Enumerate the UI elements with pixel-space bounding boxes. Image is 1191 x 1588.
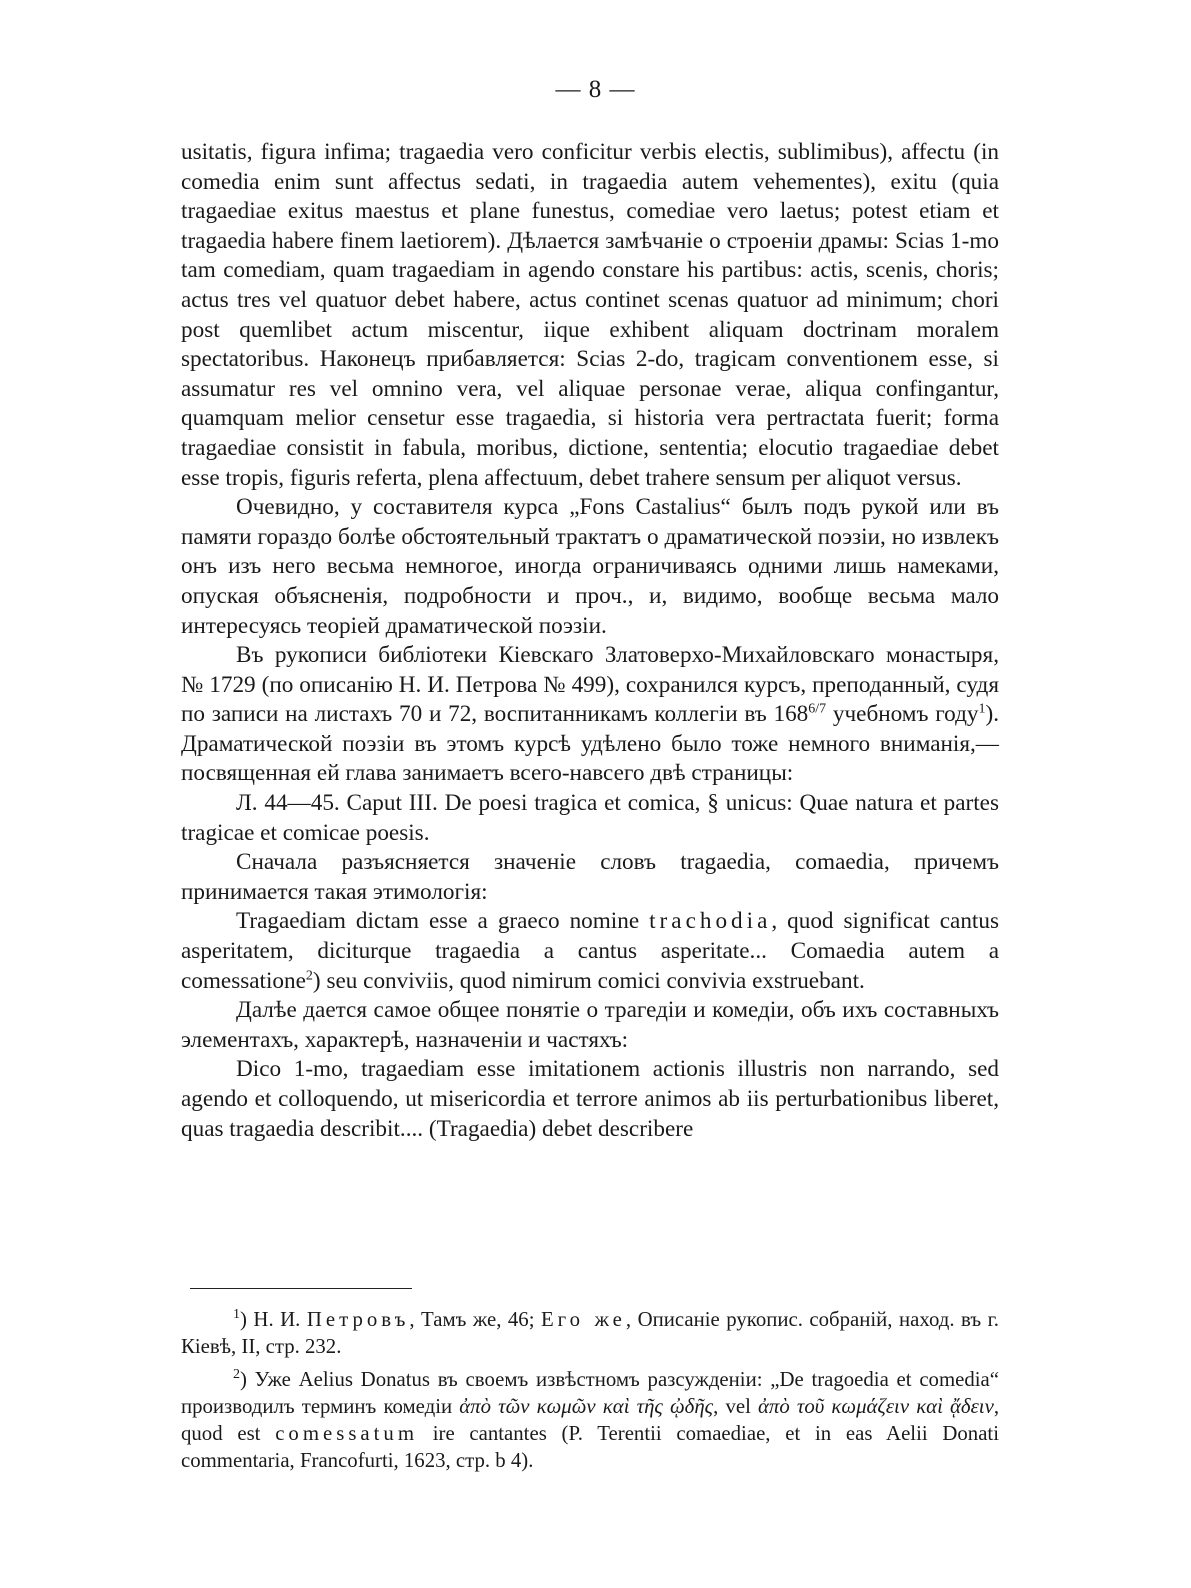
page-number: — 8 —	[555, 76, 636, 103]
paragraph-3-text-b: учебномъ году	[826, 701, 979, 728]
paragraph-3	[181, 641, 999, 789]
paragraph-8: Dico 1-mo, tragaediam esse imitationem actionis illustris non narrando, sed agendo et colloquendo, ut misericordia et terrore animos ab iis perturbationibus liberet, quas tragaedia describit.... (Tragaedia) debet describere	[181, 1056, 999, 1142]
paragraph-7: Далѣе дается самое общее понятіе о трагедіи и комедіи, объ ихъ составныхъ элементахъ, характерѣ, назначеніи и частяхъ:	[181, 997, 999, 1053]
paragraph-6-text-a: Tragaediam dictam esse a graeco nomine	[236, 908, 650, 935]
paragraph-6-text-c: ) seu conviviis, quod nimirum comici convivia exstruebant.	[312, 967, 865, 994]
footnote-2-text-c: , quod est	[181, 1395, 1000, 1445]
footnotes	[181, 1306, 999, 1480]
footnote-1-text-b: , Тамъ же, 46;	[409, 1308, 541, 1331]
fraction: 6/7	[808, 701, 827, 717]
paragraph-5: Сначала разъясняется значеніе словъ tragaedia, comaedia, причемъ принимается такая этимологія:	[181, 849, 999, 905]
footnote-2-text-d: ire cantantes (P. Terentii comaediae, et in eas Aelii Donati commentaria, Francofurti, 1623, стр. b 4).	[181, 1422, 999, 1472]
paragraph-6	[181, 907, 999, 996]
greek-phrase-1: ἀπὸ τῶν κωμῶν καὶ τῆς ᾠδῆς	[459, 1395, 714, 1418]
footnote-mark-2: 2	[233, 1367, 240, 1383]
paragraph-1: usitatis, figura infima; tragaedia vero conficitur verbis electis, sublimibus), affectu (in comedia enim sunt affectus sedati, in tragaedia autem vehementes), exitu (quia tragaediae exitus maestus et plane funestus, comediae vero laetus; potest etiam et tragaedia habere finem laetiorem). Дѣлается замѣчаніе о строеніи драмы: Scias 1-mo tam comediam, quam tragaediam in agendo constare his partibus: actis, scenis, choris; actus tres vel quatuor debet habere, actus continet scenas quatuor ad minimum; chori post quemlibet actum miscentur, iique exhibent aliquam doctrinam moralem spectatoribus. Наконецъ прибавляется: Scias 2-do, tragicam conventionem esse, si assumatur res vel omnino vera, vel aliquae personae verae, aliqua confingantur, quamquam melior censetur esse tragaedia, si historia vera pertractata fuerit; forma tragaediae consistit in fabula, moribus, dictione, sententia; elocutio tragaediae debet esse tropis, figuris referta, plena affectuum, debet trahere sensum per aliquot versus.	[181, 139, 999, 491]
paragraph-3-text-c: ). Драматической поэзіи въ этомъ курсѣ удѣлено было тоже немного вниманія,—посвященная ей глава занимаетъ всего-навсего двѣ страницы:	[181, 701, 999, 787]
footnote-2	[181, 1366, 999, 1474]
footnote-2-text-b: , vel	[713, 1395, 758, 1418]
paragraph-4: Л. 44—45. Caput III. De poesi tragica et comica, § unicus: Quae natura et partes tragicae et comicae poesis.	[181, 790, 999, 846]
paragraph-2: Очевидно, у составителя курса „Fons Castalius“ былъ подъ рукой или въ памяти гораздо болѣе обстоятельный трактатъ о драматической поэзіи, но извлекъ онъ изъ него весьма немногое, иногда ограничиваясь одними лишь намеками, опуская объясненія, подробности и проч., и, видимо, вообще весьма мало интересуясь теоріей драматической поэзіи.	[181, 494, 999, 639]
footnote-ref-1: 1	[978, 701, 986, 717]
spaced-term: trachodia	[649, 908, 772, 935]
paragraph-3-text-a: Въ рукописи библіотеки Кіевскаго Златоверхо-Михайловскаго монастыря, № 1729 (по описанію Н. И. Петрова № 499), сохранился курсъ, преподанный, судя по записи на листахъ 70 и 72, воспитанникамъ коллегіи въ 168	[181, 642, 999, 728]
footnote-1-text-c: , Описаніе рукопис. собраній, наход. въ г. Кіевѣ, II, стр. 232.	[181, 1308, 999, 1358]
footnote-1-author: Петровъ	[306, 1308, 410, 1331]
footnote-1	[181, 1306, 999, 1360]
footnote-ref-2: 2	[305, 967, 313, 983]
footnote-1-text-a: ) Н. И.	[240, 1308, 307, 1331]
footnote-1-ibid: Его же	[540, 1308, 626, 1331]
main-text	[181, 138, 999, 1144]
paragraph-6-text-b: , quod significat cantus asperitatem, diciturque tragaedia a cantus asperitate... Comaedia autem a comessatione	[181, 908, 999, 994]
footnote-mark-1: 1	[233, 1307, 240, 1323]
footnote-2-text-a: ) Уже Aelius Donatus въ своемъ извѣстномъ разсужденіи: „De tragoedia et comedia“ производилъ терминъ комедіи	[181, 1368, 999, 1418]
footnote-2-spaced-term: comessatum	[275, 1422, 418, 1445]
footnote-divider	[190, 1288, 412, 1289]
greek-phrase-2: ἀπὸ τοῦ κωμάζειν καὶ ᾄδειν	[758, 1395, 994, 1418]
